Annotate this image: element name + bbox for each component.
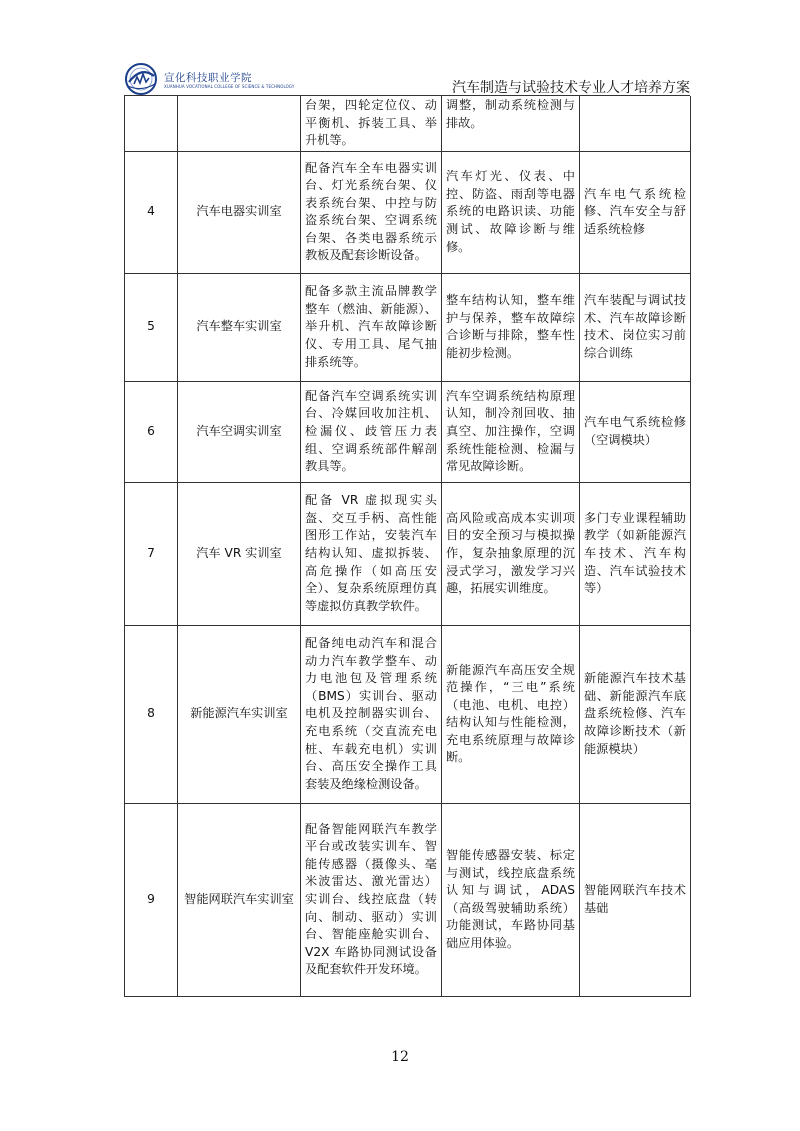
table-row <box>125 273 691 381</box>
cell-number: 8 <box>125 625 178 803</box>
cell-room-name: 汽车电器实训室 <box>178 151 301 273</box>
cell-room-name: 汽车空调实训室 <box>178 381 301 482</box>
cell-training-tasks: 智能传感器安装、标定与测试，线控底盘系统认知与调试，ADAS（高级驾驶辅助系统）功能测试，车路协同基础应用体验。 <box>442 803 580 996</box>
cell-training-tasks: 汽车空调系统结构原理认知，制冷剂回收、抽真空、加注操作，空调系统性能检测、检漏与常见故障诊断。 <box>442 381 580 482</box>
cell-courses: 汽车电气系统检修、汽车安全与舒适系统检修 <box>580 151 691 273</box>
cell-training-tasks: 汽车灯光、仪表、中控、防盗、雨刮等电器系统的电路识读、功能测试、故障诊断与维修。 <box>442 151 580 273</box>
page-header <box>124 62 690 96</box>
table-row <box>125 803 691 996</box>
cell-number: 9 <box>125 803 178 996</box>
table-row <box>125 151 691 273</box>
table-row <box>125 96 691 151</box>
cell-equipment: 配备多款主流品牌教学整车（燃油、新能源）、举升机、汽车故障诊断仪、专用工具、尾气抽排系统等。 <box>301 273 442 381</box>
cell-room-name: 汽车整车实训室 <box>178 273 301 381</box>
cell-number: 4 <box>125 151 178 273</box>
cell-number: 7 <box>125 482 178 625</box>
cell-courses: 智能网联汽车技术基础 <box>580 803 691 996</box>
cell-number: 5 <box>125 273 178 381</box>
table-row <box>125 625 691 803</box>
cell-courses: 汽车电气系统检修（空调模块） <box>580 381 691 482</box>
cell-courses: 新能源汽车技术基础、新能源汽车底盘系统检修、汽车故障诊断技术（新能源模块） <box>580 625 691 803</box>
cell-room-name <box>178 96 301 151</box>
cell-training-tasks: 调整，制动系统检测与排故。 <box>442 96 580 151</box>
cell-training-tasks: 整车结构认知，整车维护与保养，整车故障综合诊断与排除，整车性能初步检测。 <box>442 273 580 381</box>
table-row <box>125 482 691 625</box>
cell-training-tasks: 新能源汽车高压安全规范操作，“三电”系统（电池、电机、电控）结构认知与性能检测，充电系统原理与故障诊断。 <box>442 625 580 803</box>
cell-courses: 汽车装配与调试技术、汽车故障诊断技术、岗位实习前综合训练 <box>580 273 691 381</box>
cell-equipment: 配备汽车全车电器实训台、灯光系统台架、仪表系统台架、中控与防盗系统台架、空调系统台架、各类电器系统示教板及配套诊断设备。 <box>301 151 442 273</box>
school-name: 宣化科技职业学院 <box>164 72 252 84</box>
cell-number <box>125 96 178 151</box>
cell-equipment: 配备纯电动汽车和混合动力汽车教学整车、动力电池包及管理系统（BMS）实训台、驱动电机及控制器实训台、充电系统（交直流充电桩、车载充电机）实训台、高压安全操作工具套装及绝缘检测设备。 <box>301 625 442 803</box>
school-name-english: XUANHUA VOCATIONAL COLLEGE OF SCIENCE & TECHNOLOGY <box>164 84 295 89</box>
page-number: 12 <box>391 1049 409 1065</box>
cell-room-name: 新能源汽车实训室 <box>178 625 301 803</box>
cell-training-tasks: 高风险或高成本实训项目的安全预习与模拟操作，复杂抽象原理的沉浸式学习，激发学习兴趣，拓展实训维度。 <box>442 482 580 625</box>
table-row <box>125 381 691 482</box>
training-room-table <box>124 96 691 997</box>
cell-courses: 多门专业课程辅助教学（如新能源汽车技术、汽车构造、汽车试验技术等） <box>580 482 691 625</box>
cell-room-name: 汽车 VR 实训室 <box>178 482 301 625</box>
cell-equipment: 配备 VR 虚拟现实头盔、交互手柄、高性能图形工作站，安装汽车结构认知、虚拟拆装、高危操作（如高压安全）、复杂系统原理仿真等虚拟仿真教学软件。 <box>301 482 442 625</box>
document-title: 汽车制造与试验技术专业人才培养方案 <box>452 80 690 96</box>
cell-equipment: 配备智能网联汽车教学平台或改装实训车、智能传感器（摄像头、毫米波雷达、激光雷达）实训台、线控底盘（转向、制动、驱动）实训台、智能座舱实训台、V2X 车路协同测试设备及配套软件开发环境。 <box>301 803 442 996</box>
cell-number: 6 <box>125 381 178 482</box>
cell-equipment: 台架，四轮定位仪、动平衡机、拆装工具、举升机等。 <box>301 96 442 151</box>
school-logo-icon <box>124 62 160 96</box>
cell-room-name: 智能网联汽车实训室 <box>178 803 301 996</box>
cell-equipment: 配备汽车空调系统实训台、冷媒回收加注机、检漏仪、歧管压力表组、空调系统部件解剖教具等。 <box>301 381 442 482</box>
cell-courses <box>580 96 691 151</box>
